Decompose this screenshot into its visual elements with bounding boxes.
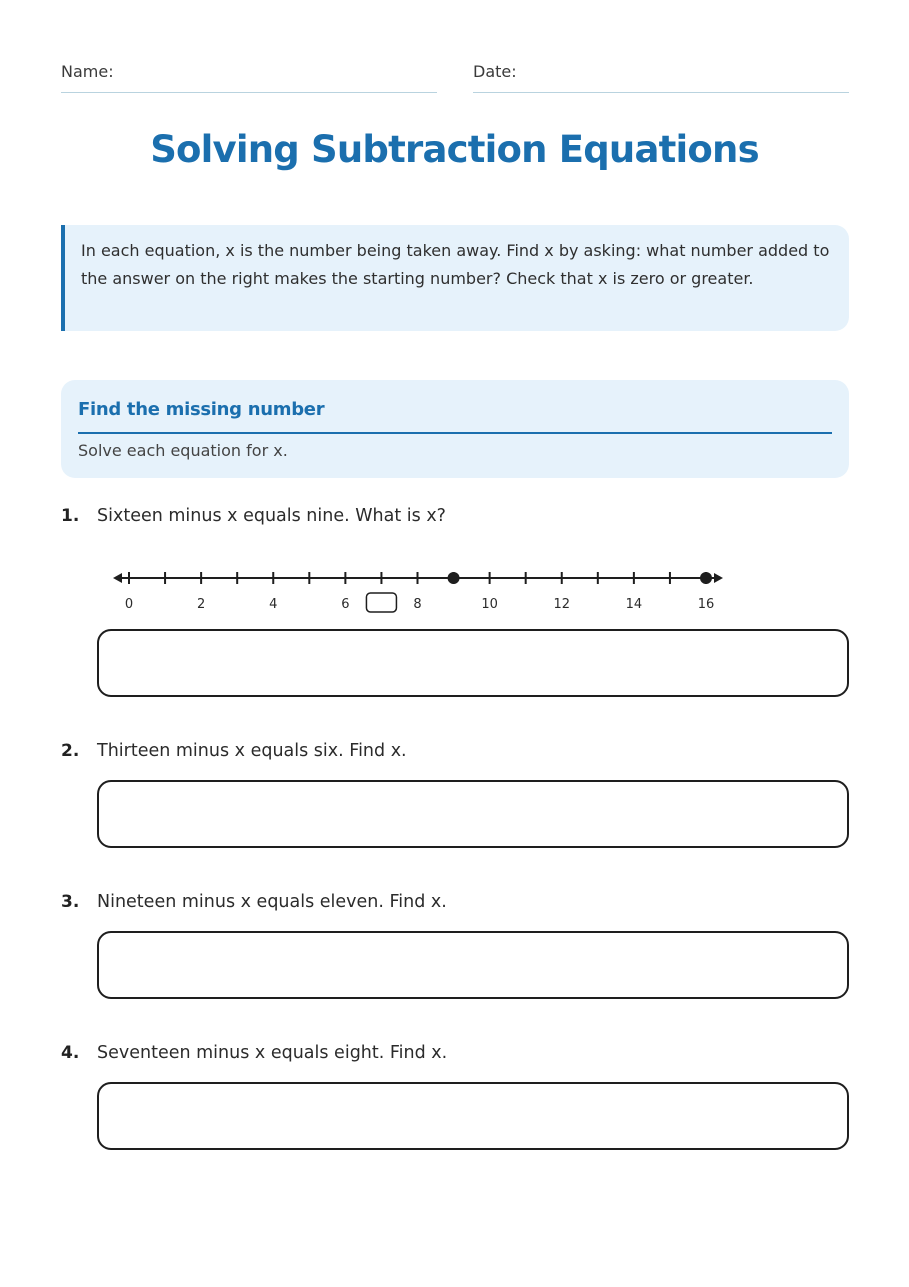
worksheet-title: Solving Subtraction Equations bbox=[150, 128, 759, 171]
right-arrow-icon bbox=[714, 573, 723, 583]
number-line-label: 8 bbox=[413, 597, 422, 612]
number-line-label: 4 bbox=[269, 597, 278, 612]
answer-box-2[interactable] bbox=[97, 780, 849, 848]
date-field[interactable] bbox=[473, 62, 849, 93]
problem-number: 2. bbox=[61, 741, 80, 761]
answer-box-4[interactable] bbox=[97, 1082, 849, 1150]
problem-text: Sixteen minus x equals nine. What is x? bbox=[97, 506, 446, 526]
missing-label-box[interactable] bbox=[366, 593, 396, 612]
problem-text: Thirteen minus x equals six. Find x. bbox=[97, 741, 407, 761]
problem-number: 4. bbox=[61, 1043, 80, 1063]
number-line-point bbox=[700, 572, 712, 584]
instructions-text: In each equation, x is the number being taken away. Find x by asking: what number added to the answer on the right makes the starting number? Check that x is zero or greater. bbox=[81, 241, 830, 288]
answer-box-1[interactable] bbox=[97, 629, 849, 697]
number-line-label: 10 bbox=[481, 597, 498, 612]
number-line-label: 14 bbox=[625, 597, 643, 612]
problem-text: Nineteen minus x equals eleven. Find x. bbox=[97, 892, 447, 912]
section-header bbox=[61, 380, 849, 478]
number-line-label: 6 bbox=[341, 597, 350, 612]
name-field[interactable] bbox=[61, 62, 437, 93]
left-arrow-icon bbox=[113, 573, 122, 583]
number-line-point bbox=[448, 572, 460, 584]
instructions-box bbox=[61, 225, 849, 331]
problem-number: 1. bbox=[61, 506, 80, 526]
number-line-label: 2 bbox=[196, 597, 206, 612]
name-label: Name: bbox=[61, 62, 114, 81]
number-line-label: 0 bbox=[124, 597, 134, 612]
problem-number: 3. bbox=[61, 892, 80, 912]
section-subheading: Solve each equation for x. bbox=[78, 441, 288, 460]
problem-text: Seventeen minus x equals eight. Find x. bbox=[97, 1043, 448, 1063]
section-divider bbox=[78, 432, 832, 434]
number-line bbox=[105, 560, 735, 620]
number-line-label: 12 bbox=[553, 597, 571, 612]
number-line-label: 16 bbox=[697, 597, 715, 612]
date-label: Date: bbox=[473, 62, 517, 81]
section-heading: Find the missing number bbox=[78, 399, 325, 420]
answer-box-3[interactable] bbox=[97, 931, 849, 999]
